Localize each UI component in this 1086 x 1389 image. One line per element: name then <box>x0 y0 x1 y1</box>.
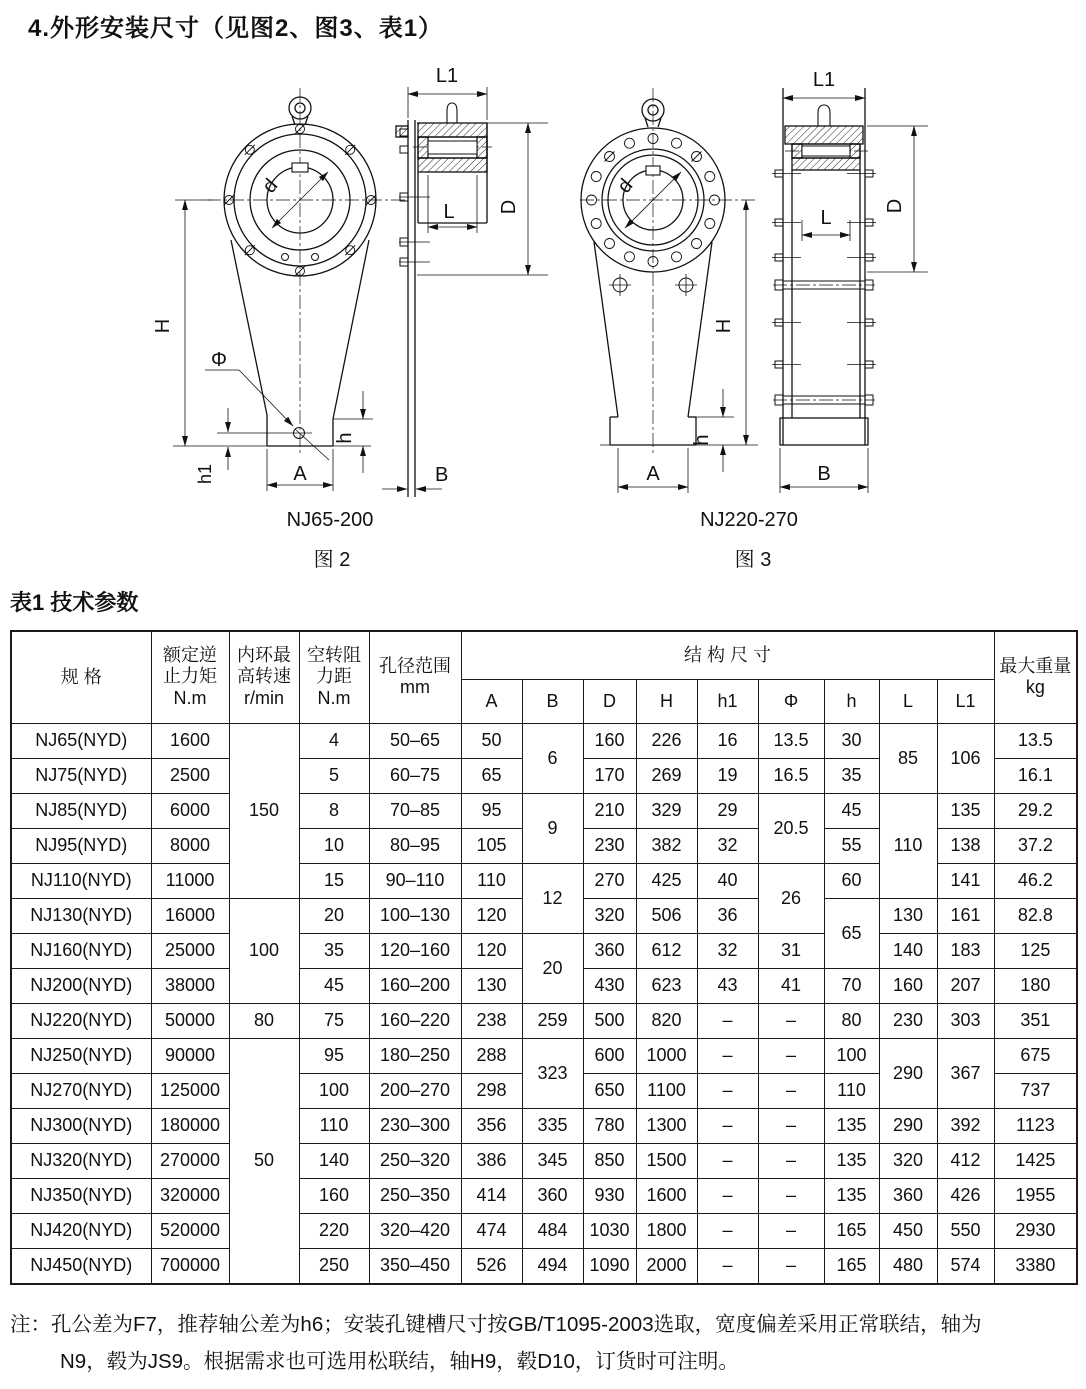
header-line: kg <box>1025 677 1045 698</box>
table-cell: 46.2 <box>994 863 1077 898</box>
table-cell: – <box>758 1248 824 1284</box>
table-cell: 392 <box>937 1108 994 1143</box>
table-cell: 207 <box>937 968 994 1003</box>
table-cell: 320 <box>583 898 636 933</box>
table-cell: 303 <box>937 1003 994 1038</box>
header-line: r/min <box>244 688 284 709</box>
table-cell: – <box>758 1143 824 1178</box>
fig3-label-L: L <box>820 207 832 229</box>
table-row <box>11 1143 1077 1178</box>
col-header-structure-group: 结 构 尺 寸 <box>461 631 994 679</box>
fig2-label-L: L <box>443 201 455 223</box>
table-cell: 160 <box>583 723 636 758</box>
table-cell: 45 <box>299 968 369 1003</box>
table-cell: NJ300(NYD) <box>11 1108 151 1143</box>
table-cell: 100 <box>229 898 299 1003</box>
table-cell: 80 <box>824 1003 879 1038</box>
fig2-label-h1: h1 <box>195 463 215 485</box>
table-cell: 737 <box>994 1073 1077 1108</box>
table-cell: 80 <box>229 1003 299 1038</box>
table-cell: 130 <box>879 898 937 933</box>
table-cell: 1800 <box>636 1213 697 1248</box>
table-cell: 50000 <box>151 1003 229 1038</box>
table-cell: 386 <box>461 1143 522 1178</box>
table-cell: 360 <box>879 1178 937 1213</box>
table-cell: NJ420(NYD) <box>11 1213 151 1248</box>
table-cell: 426 <box>937 1178 994 1213</box>
table-cell: 32 <box>697 933 758 968</box>
table-cell: 270 <box>583 863 636 898</box>
table-cell: 360 <box>522 1178 583 1213</box>
table-cell: 65 <box>824 898 879 968</box>
page-title: 4.外形安装尺寸（见图2、图3、表1） <box>28 15 444 42</box>
table-cell: 180–250 <box>369 1038 461 1073</box>
table-cell: 1030 <box>583 1213 636 1248</box>
table-cell: 161 <box>937 898 994 933</box>
table-cell: 250 <box>299 1248 369 1284</box>
table-cell: 16.1 <box>994 758 1077 793</box>
table-cell: 135 <box>824 1178 879 1213</box>
table-cell: 2000 <box>636 1248 697 1284</box>
table-cell: 612 <box>636 933 697 968</box>
table-cell: 450 <box>879 1213 937 1248</box>
table-cell: 135 <box>937 793 994 828</box>
note-line-1: 注：孔公差为F7，推荐轴公差为h6；安装孔键槽尺寸按GB/T1095-2003选取，宽度偏差采用正常联结，轴为 <box>10 1313 982 1336</box>
table-cell: NJ85(NYD) <box>11 793 151 828</box>
table-cell: 20 <box>299 898 369 933</box>
table-cell: 320 <box>879 1143 937 1178</box>
table-cell: 700000 <box>151 1248 229 1284</box>
table-cell: 12 <box>522 863 583 933</box>
table-cell: 526 <box>461 1248 522 1284</box>
table-cell: 230 <box>879 1003 937 1038</box>
table-cell: 160 <box>299 1178 369 1213</box>
table-cell: 120 <box>461 898 522 933</box>
table-cell: 350–450 <box>369 1248 461 1284</box>
fig2-label-d: d <box>258 174 283 198</box>
table-cell: 269 <box>636 758 697 793</box>
col-header-L: L <box>879 679 937 723</box>
table-cell: 351 <box>994 1003 1077 1038</box>
table-cell: 40 <box>697 863 758 898</box>
table-cell: 650 <box>583 1073 636 1108</box>
col-header-H: H <box>636 679 697 723</box>
table-cell: NJ270(NYD) <box>11 1073 151 1108</box>
fig3-label-A: A <box>646 463 660 485</box>
table-cell: 1600 <box>151 723 229 758</box>
table-cell: 29 <box>697 793 758 828</box>
table-cell: NJ200(NYD) <box>11 968 151 1003</box>
header-line: N.m <box>317 688 351 709</box>
table-cell: – <box>697 1108 758 1143</box>
table-cell: 180 <box>994 968 1077 1003</box>
table-cell: 35 <box>824 758 879 793</box>
table-cell: 520000 <box>151 1213 229 1248</box>
table-cell: 623 <box>636 968 697 1003</box>
table-cell: 500 <box>583 1003 636 1038</box>
table-cell: 95 <box>461 793 522 828</box>
table-cell: 32 <box>697 828 758 863</box>
table-cell: 140 <box>879 933 937 968</box>
table-cell: NJ250(NYD) <box>11 1038 151 1073</box>
table-cell: 494 <box>522 1248 583 1284</box>
table-row <box>11 1108 1077 1143</box>
footnotes <box>10 1306 1080 1380</box>
table-cell: 220 <box>299 1213 369 1248</box>
table-cell: 95 <box>299 1038 369 1073</box>
table-cell: 25000 <box>151 933 229 968</box>
table-cell: 10 <box>299 828 369 863</box>
table-cell: 6 <box>522 723 583 793</box>
table-cell: 1300 <box>636 1108 697 1143</box>
table-cell: NJ450(NYD) <box>11 1248 151 1284</box>
table-cell: – <box>758 1108 824 1143</box>
table-cell: 675 <box>994 1038 1077 1073</box>
spec-table-body <box>11 723 1077 1284</box>
table-cell: 329 <box>636 793 697 828</box>
table-cell: 2930 <box>994 1213 1077 1248</box>
table-cell: 250–320 <box>369 1143 461 1178</box>
table-cell: NJ75(NYD) <box>11 758 151 793</box>
table-cell: 1100 <box>636 1073 697 1108</box>
fig2-label-H: H <box>152 318 174 334</box>
table-cell: – <box>758 1213 824 1248</box>
table-cell: 106 <box>937 723 994 793</box>
table-cell: 9 <box>522 793 583 863</box>
table-cell: 382 <box>636 828 697 863</box>
col-header-B: B <box>522 679 583 723</box>
table-cell: 125000 <box>151 1073 229 1108</box>
figure-2-caption: 图 2 <box>313 549 351 571</box>
table-cell: 2500 <box>151 758 229 793</box>
table-cell: 200–270 <box>369 1073 461 1108</box>
table-cell: 65 <box>461 758 522 793</box>
table-cell: NJ130(NYD) <box>11 898 151 933</box>
table-cell: 8000 <box>151 828 229 863</box>
table-row <box>11 1248 1077 1284</box>
fig3-dimensions <box>600 98 928 493</box>
table-cell: 30 <box>824 723 879 758</box>
fig3-label-D: D <box>884 198 906 214</box>
table-cell: 37.2 <box>994 828 1077 863</box>
table-cell: 238 <box>461 1003 522 1038</box>
table-cell: 50–65 <box>369 723 461 758</box>
table-row <box>11 933 1077 968</box>
table-cell: 4 <box>299 723 369 758</box>
fig2-label-D: D <box>498 199 520 215</box>
fig2-side-view <box>396 103 487 497</box>
table-cell: 55 <box>824 828 879 863</box>
table-cell: 140 <box>299 1143 369 1178</box>
table-cell: 1600 <box>636 1178 697 1213</box>
fig2-label-A: A <box>293 463 307 485</box>
table-cell: 29.2 <box>994 793 1077 828</box>
table-cell: 320000 <box>151 1178 229 1213</box>
table-cell: 550 <box>937 1213 994 1248</box>
header-line: 空转阻 <box>307 644 361 665</box>
table-cell: 31 <box>758 933 824 968</box>
table-cell: 16000 <box>151 898 229 933</box>
header-line: 最大重量 <box>999 655 1072 676</box>
table-cell: NJ65(NYD) <box>11 723 151 758</box>
header-line: mm <box>400 677 430 698</box>
col-header-spec: 规 格 <box>11 631 151 723</box>
table-cell: 135 <box>824 1143 879 1178</box>
spec-table <box>10 630 1078 1285</box>
figure-2-drawing <box>115 60 570 497</box>
table-cell: 15 <box>299 863 369 898</box>
table-row <box>11 1213 1077 1248</box>
table-row <box>11 1003 1077 1038</box>
table-cell: 170 <box>583 758 636 793</box>
table-cell: 335 <box>522 1108 583 1143</box>
table-cell: 850 <box>583 1143 636 1178</box>
header-line: 高转速 <box>237 666 291 687</box>
table-cell: 270000 <box>151 1143 229 1178</box>
table-cell: – <box>758 1003 824 1038</box>
table-cell: 50 <box>461 723 522 758</box>
table-cell: 1000 <box>636 1038 697 1073</box>
table-cell: NJ160(NYD) <box>11 933 151 968</box>
table-cell: 1090 <box>583 1248 636 1284</box>
table-cell: 75 <box>299 1003 369 1038</box>
table-cell: 90–110 <box>369 863 461 898</box>
table-cell: 1425 <box>994 1143 1077 1178</box>
col-header-L1: L1 <box>937 679 994 723</box>
table-cell: 1123 <box>994 1108 1077 1143</box>
table-cell: 367 <box>937 1038 994 1108</box>
table-cell: – <box>697 1003 758 1038</box>
table-cell: – <box>697 1038 758 1073</box>
fig2-label-h: h <box>334 432 356 444</box>
col-header-D: D <box>583 679 636 723</box>
table-cell: 85 <box>879 723 937 793</box>
table-cell: – <box>697 1248 758 1284</box>
table-cell: 165 <box>824 1248 879 1284</box>
fig3-label-B: B <box>817 463 831 485</box>
header-line: 孔径范围 <box>379 655 451 676</box>
table-cell: 250–350 <box>369 1178 461 1213</box>
table-cell: 360 <box>583 933 636 968</box>
fig2-label-L1: L1 <box>435 65 459 87</box>
fig3-label-h: h <box>691 434 713 446</box>
table-cell: 160 <box>879 968 937 1003</box>
table-cell: 100–130 <box>369 898 461 933</box>
table-cell: 210 <box>583 793 636 828</box>
note-line-2: N9，毂为JS9。根据需求也可选用松联结，轴H9，毂D10，订货时可注明。 <box>60 1350 739 1373</box>
table-cell: 356 <box>461 1108 522 1143</box>
table-cell: 484 <box>522 1213 583 1248</box>
table-cell: 110 <box>824 1073 879 1108</box>
col-header-idle-torque <box>299 631 369 723</box>
table-cell: 36 <box>697 898 758 933</box>
table-cell: 13.5 <box>758 723 824 758</box>
table-cell: 110 <box>299 1108 369 1143</box>
table-cell: 480 <box>879 1248 937 1284</box>
table-cell: 105 <box>461 828 522 863</box>
table-cell: 70–85 <box>369 793 461 828</box>
table-cell: 160–220 <box>369 1003 461 1038</box>
figure-3-model: NJ220-270 <box>700 509 798 531</box>
table-cell: 820 <box>636 1003 697 1038</box>
table-cell: 120–160 <box>369 933 461 968</box>
col-header-bore-range <box>369 631 461 723</box>
figure-3-drawing <box>580 60 1010 497</box>
table-title: 表1 技术参数 <box>10 590 139 615</box>
table-cell: 930 <box>583 1178 636 1213</box>
table-cell: 3380 <box>994 1248 1077 1284</box>
table-cell: 165 <box>824 1213 879 1248</box>
table-cell: NJ95(NYD) <box>11 828 151 863</box>
table-cell: 43 <box>697 968 758 1003</box>
table-cell: 120 <box>461 933 522 968</box>
table-cell: NJ320(NYD) <box>11 1143 151 1178</box>
table-cell: – <box>697 1073 758 1108</box>
table-row <box>11 1178 1077 1213</box>
table-cell: 226 <box>636 723 697 758</box>
table-cell: 1955 <box>994 1178 1077 1213</box>
fig3-label-d: d <box>613 174 638 198</box>
col-header-phi: Φ <box>758 679 824 723</box>
table-cell: 26 <box>758 863 824 933</box>
table-cell: 290 <box>879 1108 937 1143</box>
table-cell: 125 <box>994 933 1077 968</box>
header-line: 内环最 <box>237 644 291 665</box>
table-cell: 60–75 <box>369 758 461 793</box>
table-cell: 183 <box>937 933 994 968</box>
table-cell: 5 <box>299 758 369 793</box>
table-cell: – <box>697 1213 758 1248</box>
header-line: 止力矩 <box>163 666 217 687</box>
table-cell: 506 <box>636 898 697 933</box>
figure-2-model: NJ65-200 <box>286 509 374 531</box>
table-cell: 35 <box>299 933 369 968</box>
table-cell: 70 <box>824 968 879 1003</box>
table-cell: 100 <box>824 1038 879 1073</box>
table-cell: 320–420 <box>369 1213 461 1248</box>
table-cell: 60 <box>824 863 879 898</box>
table-cell: 600 <box>583 1038 636 1073</box>
table-cell: 412 <box>937 1143 994 1178</box>
col-header-weight <box>994 631 1077 723</box>
table-cell: 130 <box>461 968 522 1003</box>
col-header-speed <box>229 631 299 723</box>
fig3-side-view <box>772 88 876 445</box>
table-cell: 430 <box>583 968 636 1003</box>
table-cell: 345 <box>522 1143 583 1178</box>
table-cell: 80–95 <box>369 828 461 863</box>
header-line: 额定逆 <box>163 644 217 665</box>
table-cell: – <box>758 1073 824 1108</box>
spec-table-header <box>11 631 1077 723</box>
col-header-torque <box>151 631 229 723</box>
table-cell: 16 <box>697 723 758 758</box>
table-cell: 180000 <box>151 1108 229 1143</box>
table-cell: 135 <box>824 1108 879 1143</box>
table-row <box>11 723 1077 758</box>
table-cell: 230 <box>583 828 636 863</box>
table-cell: NJ220(NYD) <box>11 1003 151 1038</box>
table-cell: – <box>697 1178 758 1213</box>
table-cell: 110 <box>879 793 937 898</box>
fig2-dimensions <box>173 87 548 491</box>
table-cell: 259 <box>522 1003 583 1038</box>
table-cell: 13.5 <box>994 723 1077 758</box>
table-cell: 41 <box>758 968 824 1003</box>
table-cell: 160–200 <box>369 968 461 1003</box>
fig2-label-phi: Φ <box>211 349 227 371</box>
table-cell: NJ350(NYD) <box>11 1178 151 1213</box>
fig2-label-B: B <box>435 464 449 486</box>
table-cell: 230–300 <box>369 1108 461 1143</box>
table-cell: 20 <box>522 933 583 1003</box>
table-cell: 100 <box>299 1073 369 1108</box>
table-cell: 574 <box>937 1248 994 1284</box>
table-row <box>11 1038 1077 1073</box>
table-cell: 16.5 <box>758 758 824 793</box>
figure-3-caption: 图 3 <box>734 549 772 571</box>
table-cell: 45 <box>824 793 879 828</box>
header-line: 力距 <box>316 666 352 687</box>
table-cell: 138 <box>937 828 994 863</box>
table-cell: 6000 <box>151 793 229 828</box>
table-cell: 8 <box>299 793 369 828</box>
table-cell: 474 <box>461 1213 522 1248</box>
table-cell: 141 <box>937 863 994 898</box>
table-cell: 780 <box>583 1108 636 1143</box>
table-cell: 414 <box>461 1178 522 1213</box>
table-cell: 298 <box>461 1073 522 1108</box>
table-cell: 290 <box>879 1038 937 1108</box>
table-cell: 82.8 <box>994 898 1077 933</box>
table-cell: – <box>758 1178 824 1213</box>
table-cell: 150 <box>229 723 299 898</box>
col-header-A: A <box>461 679 522 723</box>
table-cell: 90000 <box>151 1038 229 1073</box>
header-line: N.m <box>173 688 207 709</box>
table-cell: 20.5 <box>758 793 824 863</box>
fig3-label-L1: L1 <box>812 69 836 91</box>
table-cell: 19 <box>697 758 758 793</box>
table-cell: 1500 <box>636 1143 697 1178</box>
table-cell: 288 <box>461 1038 522 1073</box>
table-cell: 425 <box>636 863 697 898</box>
table-cell: 38000 <box>151 968 229 1003</box>
table-cell: 323 <box>522 1038 583 1108</box>
fig3-label-H: H <box>713 318 735 334</box>
table-cell: NJ110(NYD) <box>11 863 151 898</box>
table-cell: – <box>758 1038 824 1073</box>
col-header-h1: h1 <box>697 679 758 723</box>
table-row <box>11 793 1077 828</box>
col-header-h: h <box>824 679 879 723</box>
table-cell: – <box>697 1143 758 1178</box>
table-cell: 50 <box>229 1038 299 1284</box>
table-cell: 110 <box>461 863 522 898</box>
table-cell: 11000 <box>151 863 229 898</box>
